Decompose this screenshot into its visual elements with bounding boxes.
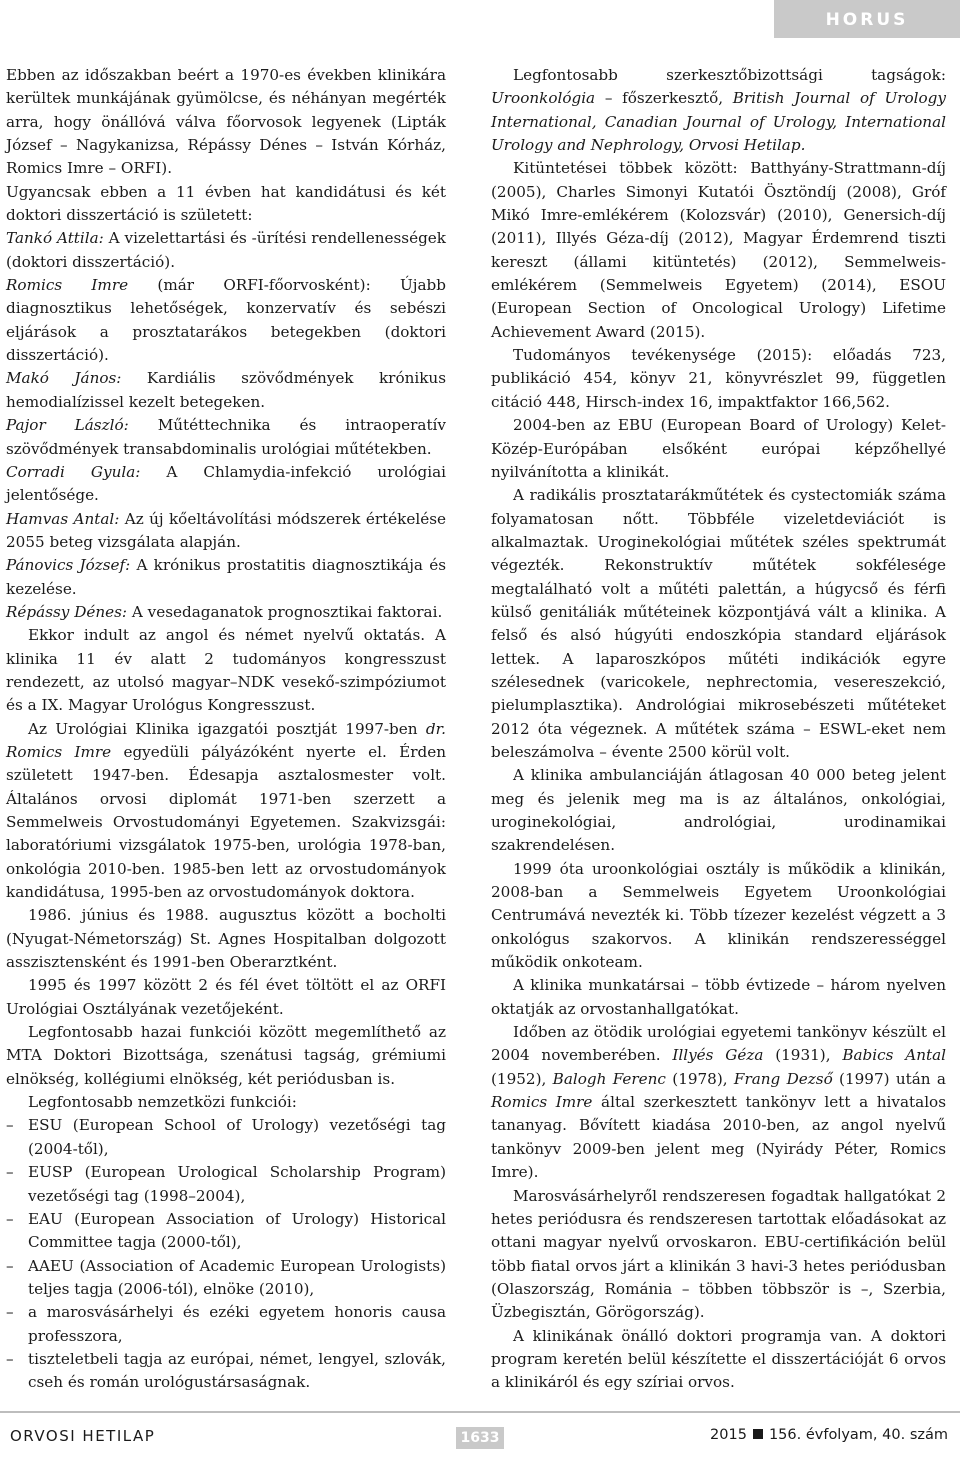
dissertation-item: [6, 508, 446, 555]
list-item: – tiszteletbeli tagja az európai, német, lengyel, szlovák, cseh és román urológustársaságnak.: [6, 1348, 446, 1395]
dissertation-title: Az új kőeltávolítási módszerek értékelése 2055 beteg vizsgálata alapján.: [6, 509, 446, 551]
author-name: Romics Imre: [6, 276, 129, 295]
paragraph: A klinikának önálló doktori programja van. A doktori program keretén belül készítette el disszertációját 6 orvos a klinikáról és egy szíriai orvos.: [491, 1326, 946, 1392]
dissertation-item: [6, 414, 446, 461]
dissertation-title: (már ORFI-főorvosként): Újabb diagnosztikus lehetőségek, konzervatív és sebészi eljárások a prosztatarákos betegekben (doktori disszertáció).: [6, 276, 446, 365]
issue-info: [710, 1427, 948, 1443]
square-separator-icon: [753, 1429, 763, 1439]
journal-name: Uroonkológia: [491, 89, 596, 108]
paragraph: 1999 óta uroonkológiai osztály is működik a klinikán, 2008-ban a Semmelweis Egyetem Uroonkológiai Centrumává nevezték ki. Több tízezer kezelést végzett a 3 onkológus szakorvos. A klinikán rendszerességgel működik onkoteam.: [491, 859, 946, 972]
author-name: Pánovics József:: [6, 556, 131, 575]
paragraph: A klinika ambulanciáján átlagosan 40 000 beteg jelent meg és jelenik meg ma is az általános, onkológiai, uroginekológiai, andrológiai, urodinamikai szakrendelésen.: [491, 766, 946, 855]
person-name: Frang Dezső: [733, 1069, 833, 1088]
page-header: [0, 0, 960, 38]
text-run: által szerkesztett tankönyv lett a hivatalos tananyag. Bővített kiadása 2010-ben, az angol nyelvű tankönyv 2009-ben jelent meg (Nyirády Péter, Romics Imre).: [491, 1093, 946, 1182]
list-item: – EUSP (European Urological Scholarship Program) vezetőségi tag (1998–2004),: [6, 1161, 446, 1208]
person-name: Illyés Géza: [672, 1046, 764, 1065]
paragraph: Marosvásárhelyről rendszeresen fogadtak hallgatókat 2 hetes periódusra és rendszeresen tartottak előadásokat az ottani magyar nyelvű orvoskaron. EBU-certifikáción belül több fiatal orvos járt a klinikán 3 havi-3 hetes periódusban (Olaszország, Románia – többen többször is –, Szerbia, Üzbegisztán, Görögország).: [491, 1186, 946, 1322]
issue-year: 2015: [710, 1427, 747, 1443]
dissertation-title: A krónikus prostatitis diagnosztikája és kezelése.: [6, 556, 446, 598]
journal-list: British Journal of Urology International, Canadian Journal of Urology, International Urology and Nephrology, Orvosi Hetilap.: [491, 89, 946, 155]
person-name: Romics Imre: [491, 1093, 593, 1112]
text-run: Az Urológiai Klinika igazgatói posztját 1997-ben: [28, 719, 426, 738]
paragraph: 2004-ben az EBU (European Board of Urology) Kelet-Közép-Európában elsőként európai képzőhellyé nyilvánította a klinikát.: [491, 416, 946, 481]
dissertation-item: [6, 367, 446, 414]
list-item: – EAU (European Association of Urology) Historical Committee tagja (2000-től),: [6, 1208, 446, 1255]
author-name: Pajor László:: [6, 416, 129, 435]
issue-volume: 156. évfolyam, 40. szám: [768, 1427, 948, 1443]
right-column: [491, 64, 946, 1395]
text-run: – főszerkesztő,: [595, 89, 733, 108]
person-name: Babics Antal: [842, 1046, 946, 1065]
author-name: Hamvas Antal:: [6, 509, 120, 528]
text-run: (1978),: [665, 1069, 734, 1088]
dissertation-item: [6, 227, 446, 274]
dissertation-title: A vesedaganatok prognosztikai faktorai.: [127, 602, 443, 621]
paragraph: Kitüntetései többek között: Batthyány-Strattmann-díj (2005), Charles Simonyi Kutatói Ösztöndíj (2008), Gróf Mikó Imre-emlékérem (Kolozsvár) (2010), Genersich-díj (2011), Illyés Géza-díj (2012), Magyar Érdemrend tiszti kereszt (állami kitüntetés) (2012), Semmelweis-emlékérem (Semmelweis Egyetem) (2014), ESOU (European Section of Oncological Urology) Lifetime Achievement Award (2015).: [491, 159, 946, 341]
text-run: (1997) után a: [832, 1069, 946, 1088]
paragraph: [491, 64, 946, 157]
author-name: Makó János:: [6, 369, 122, 388]
paragraph: Tudományos tevékenysége (2015): előadás 723, publikáció 454, könyv 21, könyvrészlet 99, független citáció 448, Hirsch-index 16, impaktfaktor 166,562.: [491, 346, 946, 411]
dissertation-title: A vizelettartási és -ürítési rendellenességek (doktori disszertáció).: [6, 229, 446, 271]
journal-title: ORVOSI HETILAP: [10, 1427, 156, 1445]
author-name: Tankó Attila:: [6, 229, 104, 248]
paragraph: [6, 718, 446, 905]
list-item: – ESU (European School of Urology) vezetőségi tag (2004-től),: [6, 1114, 446, 1161]
author-name: Répássy Dénes:: [6, 602, 128, 621]
paragraph: Legfontosabb hazai funkciói között megemlíthető az MTA Doktori Bizottsága, szenátusi tagság, grémiumi elnökség, kollégiumi elnökség, két periódusban is.: [6, 1023, 446, 1088]
text-run: egyedüli pályázóként nyerte el. Érden született 1947-ben. Édesapja asztalosmester volt. Általános orvosi diplomát 1971-ben szerzett a Semmelweis Orvostudományi Egyetemen. Szakvizsgái: laboratóriumi vizsgálatok 1975-ben, urológia 1978-ban, onkológia 2010-ben. 1985-ben lett az orvostudományok kandidátusa, 1995-ben az orvostudományok doktora.: [6, 742, 446, 902]
text-run: Legfontosabb szerkesztőbizottsági tagságok:: [513, 66, 946, 84]
dissertation-item: [6, 461, 446, 508]
dissertation-item: [6, 601, 446, 624]
text-run: (1931),: [763, 1046, 843, 1065]
paragraph: 1986. június és 1988. augusztus között a bocholti (Nyugat-Németország) St. Agnes Hospitalban dolgozott asszisztensként és 1991-ben Oberarztként.: [6, 906, 446, 972]
person-name: dr. Romics Imre: [6, 719, 446, 761]
text-run: Időben az ötödik urológiai egyetemi tankönyv készült el 2004 novemberében.: [491, 1023, 946, 1065]
paragraph: [491, 1021, 946, 1184]
paragraph: Legfontosabb nemzetközi funkciói:: [28, 1093, 297, 1112]
person-name: Balogh Ferenc: [552, 1069, 666, 1088]
dissertation-item: [6, 554, 446, 601]
paragraph: A radikális prosztatarákműtétek és cystectomiák száma folyamatosan nőtt. Többféle vizeletdeviációt is alkalmaztak. Uroginekológiai műtétek széles spektrumát végezték. Rekonstruktív műtétek sokfélesége megtalálható volt a műtéti palettán, a húgycső és férfi külső genitáliák műtéteinek központjává vált a klinika. A felső és alsó húgyúti endoszkópia standard eljárások lettek. A laparoszkópos műtéti indikációk egyre szélesednek (varicokele, nephrectomia, vesereszekció, pielumplasztika). Andrológiai mikrosebészeti műtéteket 2012 óta végeznek. A műtétek száma – ESWL-eket nem beleszámolva – évente 2500 körül volt.: [491, 486, 946, 761]
page-footer: [0, 1413, 960, 1464]
paragraph: 1995 és 1997 között 2 és fél évet töltött el az ORFI Urológiai Osztályának vezetőjeként.: [6, 976, 446, 1018]
dissertation-title: Kardiális szövődmények krónikus hemodialízissel kezelt betegeken.: [6, 369, 447, 411]
page-number: 1633: [456, 1427, 504, 1449]
author-name: Corradi Gyula:: [6, 462, 141, 481]
list-item: – a marosvásárhelyi és ezéki egyetem honoris causa professzora,: [6, 1301, 446, 1348]
paragraph: Ekkor indult az angol és német nyelvű oktatás. A klinika 11 év alatt 2 tudományos kongresszust rendezett, az utolsó magyar–NDK vesekő-szimpóziumot és a IX. Magyar Urológus Kongresszust.: [6, 626, 446, 715]
dissertation-title: Műtéttechnika és intraoperatív szövődmények transabdominalis urológiai műtétekben.: [6, 416, 446, 458]
text-run: (1952),: [491, 1069, 553, 1088]
paragraph: Ugyancsak ebben a 11 évben hat kandidátusi és két doktori disszertáció is született:: [6, 182, 446, 225]
paragraph: A klinika munkatársai – több évtizede – három nyelven oktatják az orvostanhallgatókat.: [491, 976, 946, 1018]
left-column: [6, 64, 446, 1395]
list-item: – AAEU (Association of Academic European Urologists) teljes tagja (2006-tól), elnöke (2010),: [6, 1255, 446, 1302]
international-functions-list: [6, 1114, 446, 1394]
dissertation-title: A Chlamydia-infekció urológiai jelentősége.: [6, 462, 446, 505]
section-label: HORUS: [774, 0, 960, 38]
dissertation-item: [6, 274, 446, 367]
paragraph: Ebben az időszakban beért a 1970-es években klinikára kerültek munkájának gyümölcse, és néhányan megérték arra, hogy önállóvá válva főorvosok legyenek (Lipták József – Nagykanizsa, Répássy Dénes – István Kórház, Romics Imre – ORFI).: [6, 66, 446, 178]
